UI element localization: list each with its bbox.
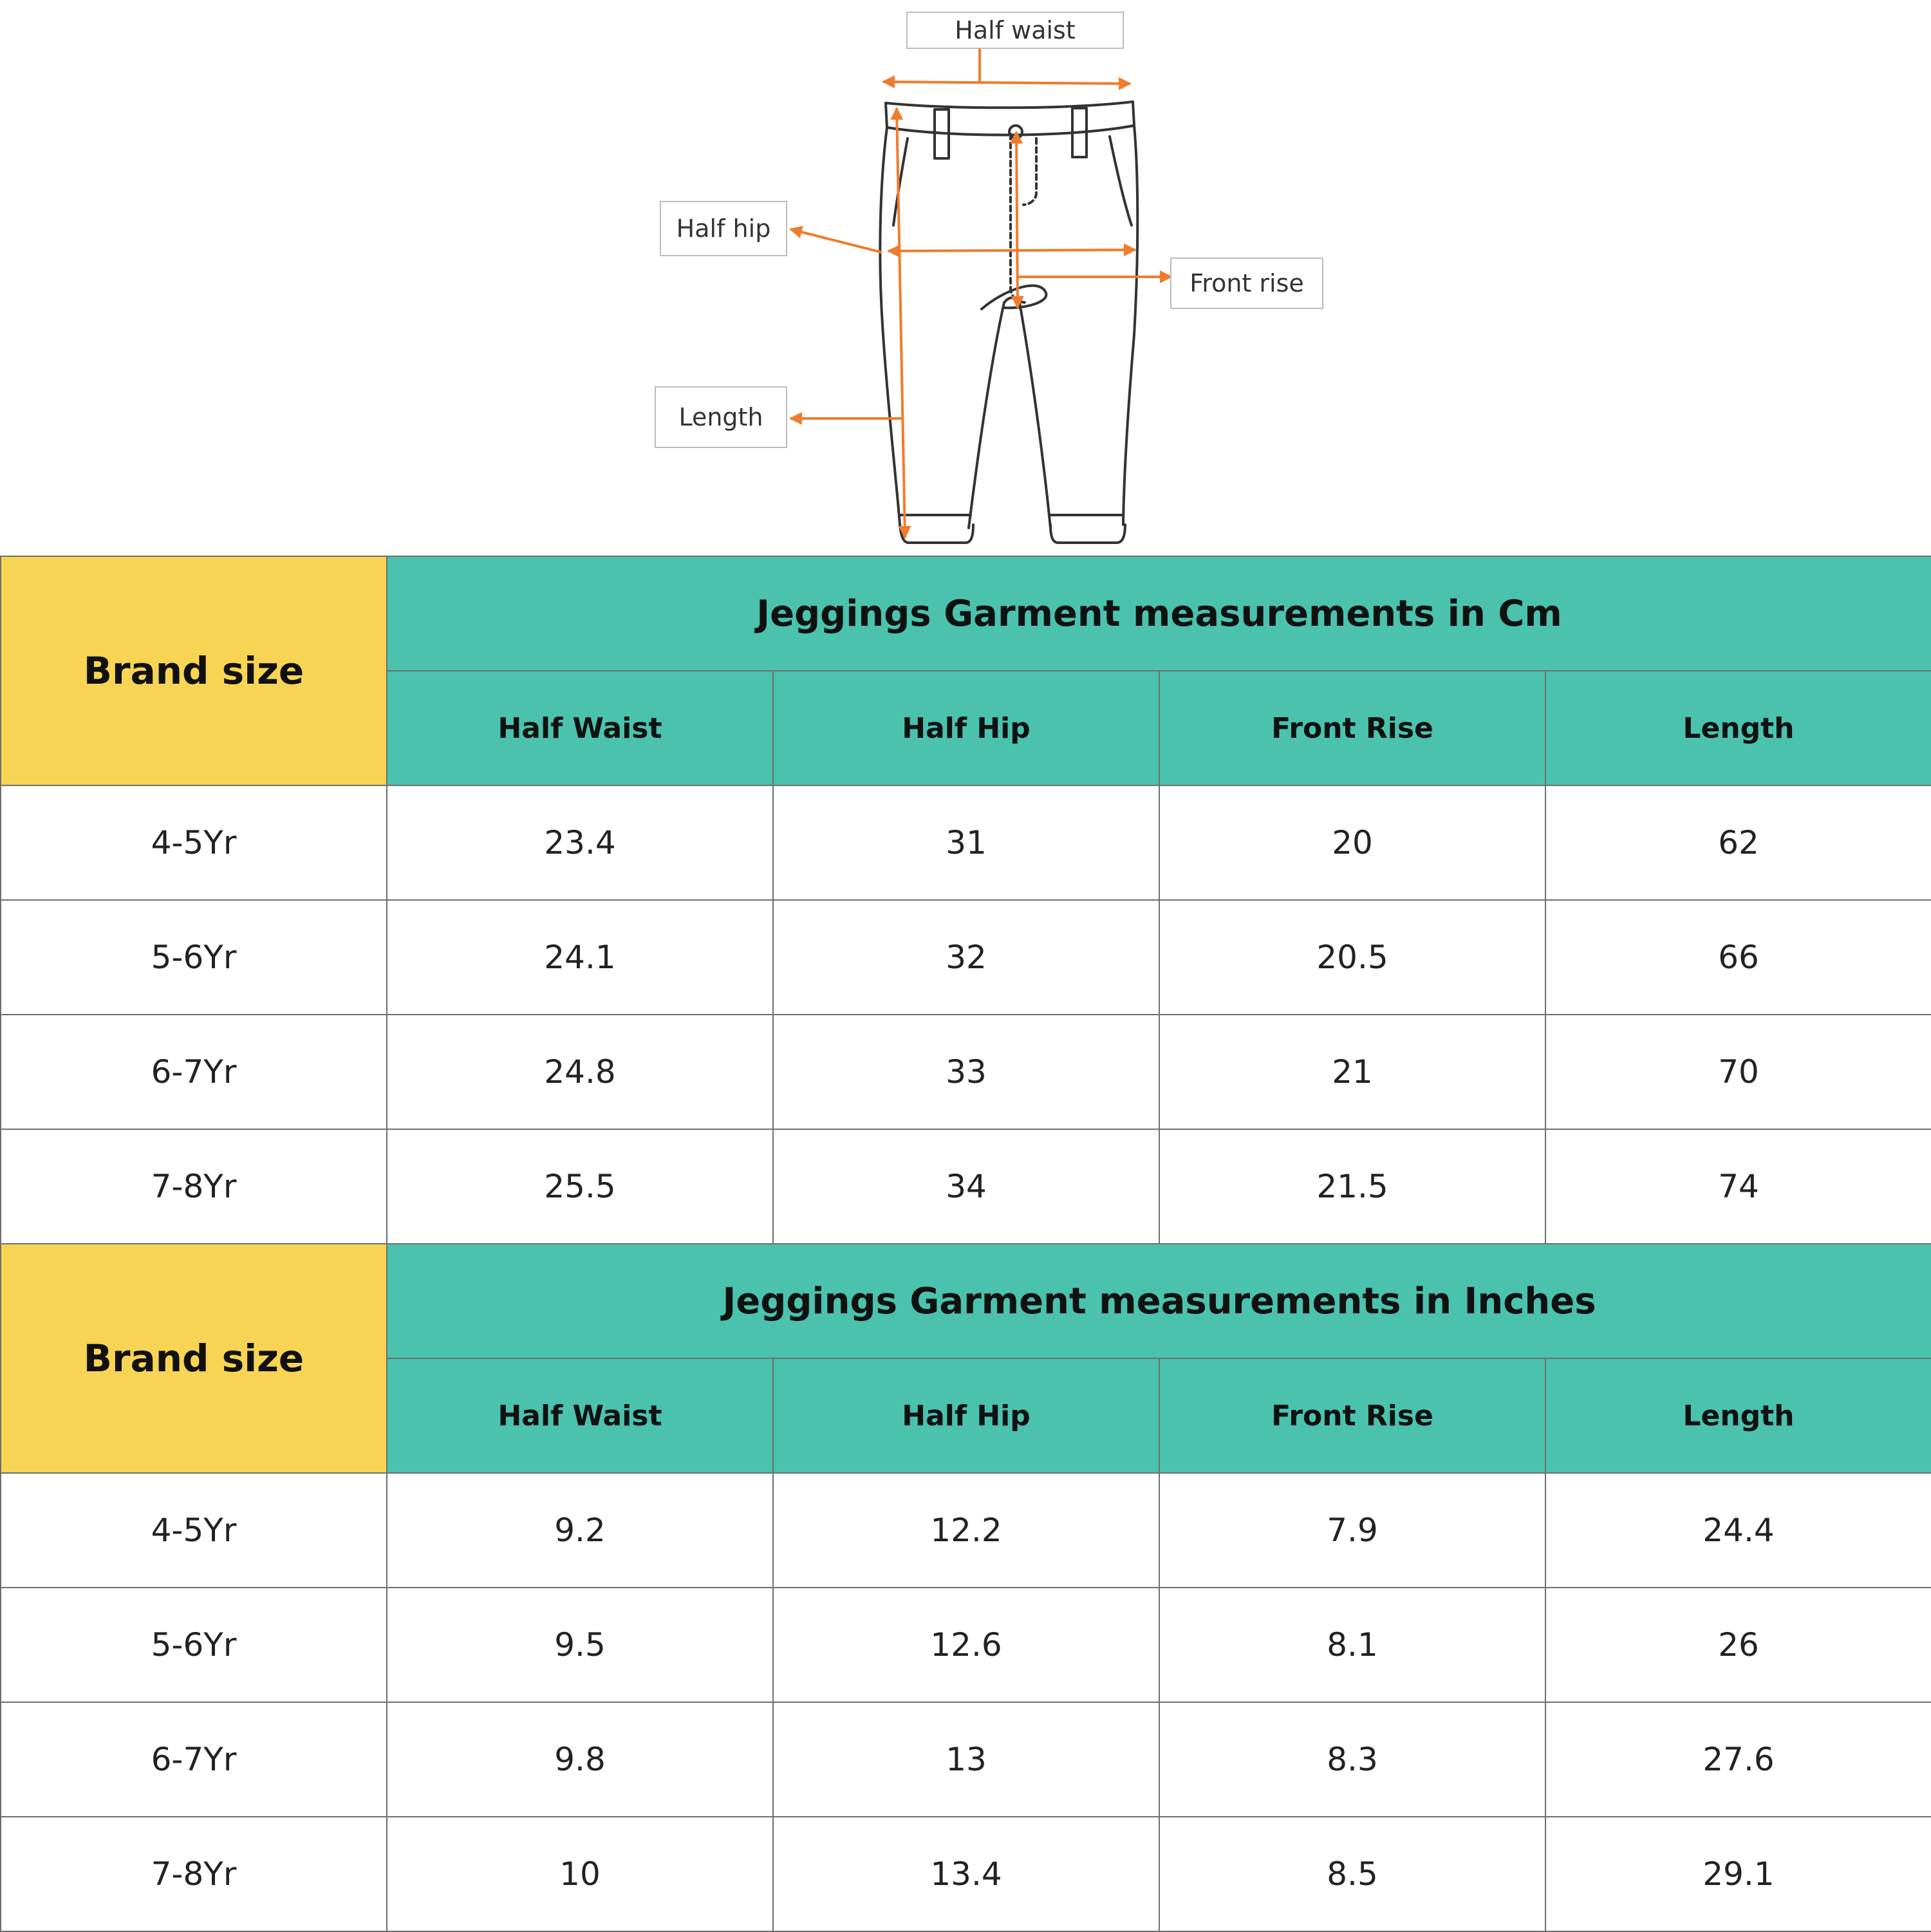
value-cell: 21 [1159,1015,1545,1129]
column-header: Half Waist [387,1358,773,1473]
value-cell: 32 [773,900,1159,1015]
measurement-diagram [0,0,1931,556]
value-cell: 13 [773,1702,1159,1817]
length-label: Length [655,386,787,448]
value-cell: 13.4 [773,1817,1159,1931]
value-cell: 21.5 [1159,1129,1545,1244]
value-cell: 20 [1159,785,1545,900]
value-cell: 8.1 [1159,1588,1545,1702]
column-header: Half Hip [773,671,1159,785]
table-row [1,1817,1931,1931]
column-header: Length [1545,671,1931,785]
size-table-cm [0,556,1931,1244]
pants-illustration [0,0,1931,556]
table-title: Jeggings Garment measurements in Cm [387,556,1931,671]
table-row [1,1588,1931,1702]
value-cell: 23.4 [387,785,773,900]
value-cell: 62 [1545,785,1931,900]
value-cell: 26 [1545,1588,1931,1702]
value-cell: 70 [1545,1015,1931,1129]
value-cell: 7.9 [1159,1473,1545,1588]
value-cell: 8.3 [1159,1702,1545,1817]
value-cell: 12.2 [773,1473,1159,1588]
value-cell: 10 [387,1817,773,1931]
table-row [1,1702,1931,1817]
value-cell: 33 [773,1015,1159,1129]
size-cell: 5-6Yr [1,900,387,1015]
column-header: Front Rise [1159,671,1545,785]
value-cell: 66 [1545,900,1931,1015]
value-cell: 9.2 [387,1473,773,1588]
size-cell: 4-5Yr [1,1473,387,1588]
brand-size-header: Brand size [1,556,387,785]
half-waist-label: Half waist [906,12,1124,49]
size-cell: 6-7Yr [1,1015,387,1129]
table-title: Jeggings Garment measurements in Inches [387,1244,1931,1358]
value-cell: 24.1 [387,900,773,1015]
value-cell: 24.4 [1545,1473,1931,1588]
table-row [1,900,1931,1015]
column-header: Half Waist [387,671,773,785]
value-cell: 9.5 [387,1588,773,1702]
value-cell: 31 [773,785,1159,900]
table-row [1,1473,1931,1588]
column-header: Front Rise [1159,1358,1545,1473]
table-row [1,1129,1931,1244]
size-cell: 7-8Yr [1,1817,387,1931]
value-cell: 27.6 [1545,1702,1931,1817]
table-row [1,785,1931,900]
value-cell: 34 [773,1129,1159,1244]
value-cell: 9.8 [387,1702,773,1817]
value-cell: 74 [1545,1129,1931,1244]
value-cell: 29.1 [1545,1817,1931,1931]
value-cell: 20.5 [1159,900,1545,1015]
value-cell: 24.8 [387,1015,773,1129]
table-row [1,1015,1931,1129]
value-cell: 25.5 [387,1129,773,1244]
column-header: Length [1545,1358,1931,1473]
size-cell: 7-8Yr [1,1129,387,1244]
value-cell: 12.6 [773,1588,1159,1702]
size-table-inches [0,1243,1931,1932]
size-cell: 4-5Yr [1,785,387,900]
value-cell: 8.5 [1159,1817,1545,1931]
brand-size-header: Brand size [1,1244,387,1473]
size-cell: 5-6Yr [1,1588,387,1702]
half-hip-label: Half hip [660,201,787,256]
front-rise-label: Front rise [1170,258,1323,309]
size-cell: 6-7Yr [1,1702,387,1817]
column-header: Half Hip [773,1358,1159,1473]
